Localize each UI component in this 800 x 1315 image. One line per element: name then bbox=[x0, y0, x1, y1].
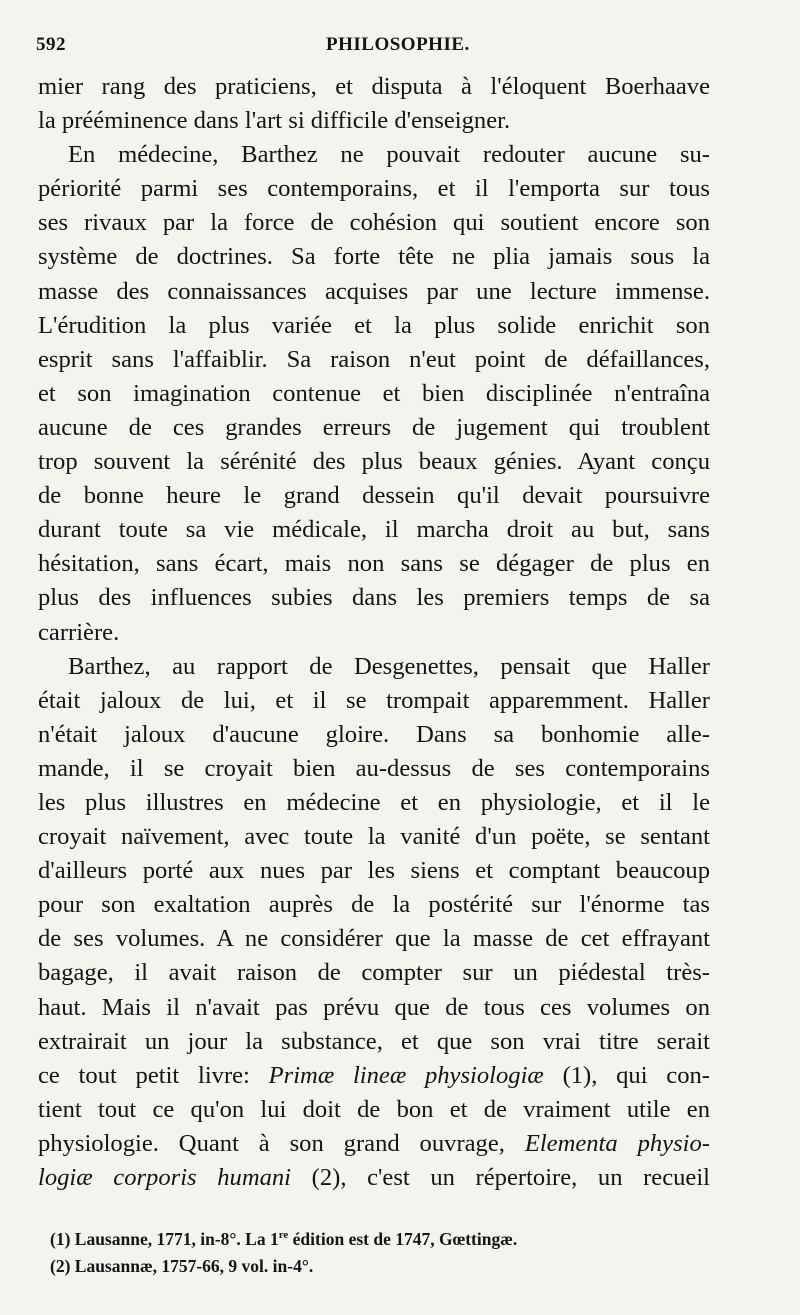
body-line-1: mier rang des praticiens, et disputa à l'éloquent Boerhaave bbox=[38, 73, 710, 100]
body-line-9: esprit sans l'affaiblir. Sa raison n'eut point de défaillances, bbox=[38, 345, 710, 373]
body-line-25: pour son exaltation auprès de la postérité sur l'énorme tas bbox=[38, 891, 710, 919]
running-head: PHILOSOPHIE. bbox=[326, 34, 470, 55]
footnote-1-text-end: édition est de 1747, Gœttingæ. bbox=[288, 1229, 518, 1249]
footnotes bbox=[50, 1226, 710, 1280]
page-header bbox=[36, 34, 764, 62]
footnote-1-text: (1) Lausanne, 1771, in-8°. La 1 bbox=[50, 1229, 279, 1249]
page-number: 592 bbox=[36, 34, 66, 55]
body-line-27: bagage, il avait raison de compter sur un piédestal très- bbox=[38, 959, 710, 987]
body-line-21: mande, il se croyait bien au-dessus de ses contemporains bbox=[38, 754, 710, 782]
body-line-20: n'était jaloux d'aucune gloire. Dans sa bonhomie alle- bbox=[38, 720, 710, 748]
footnote-1 bbox=[50, 1226, 710, 1253]
body-line-7: masse des connaissances acquises par une lecture immense. bbox=[38, 277, 710, 305]
line-30-text: ce tout petit livre: bbox=[38, 1061, 269, 1089]
body-line-18: Barthez, au rapport de Desgenettes, pensait que Haller bbox=[68, 652, 710, 680]
line-33-text: (2), c'est un répertoire, un recueil bbox=[291, 1164, 711, 1191]
body-line-2: la prééminence dans l'art si difficile d'enseigner. bbox=[38, 107, 511, 135]
body-line-31: tient tout ce qu'on lui doit de bon et de vraiment utile en bbox=[38, 1095, 710, 1123]
body-line-4: périorité parmi ses contemporains, et il l'emporta sur tous bbox=[38, 175, 710, 203]
book-title-primae: Primæ lineæ physiologiæ bbox=[268, 1061, 544, 1089]
body-line-22: les plus illustres en médecine et en physiologie, et il le bbox=[38, 788, 710, 816]
footnote-1-superscript: re bbox=[278, 1229, 289, 1242]
body-line-16: plus des influences subies dans les premiers temps de sa bbox=[38, 584, 710, 612]
body-line-15: hésitation, sans écart, mais non sans se dégager de plus en bbox=[38, 550, 710, 578]
body-line-19: était jaloux de lui, et il se trompait apparemment. Haller bbox=[38, 686, 710, 714]
body-line-30 bbox=[38, 1059, 710, 1093]
body-line-14: durant toute sa vie médicale, il marcha droit au but, sans bbox=[38, 516, 710, 544]
body-text bbox=[38, 70, 710, 1195]
body-line-8: L'érudition la plus variée et la plus solide enrichit son bbox=[38, 311, 710, 339]
footnote-2: (2) Lausannæ, 1757-66, 9 vol. in-4°. bbox=[50, 1256, 314, 1276]
book-title-elementa-part1: Elementa physio- bbox=[524, 1129, 710, 1157]
body-line-6: système de doctrines. Sa forte tête ne plia jamais sous la bbox=[38, 243, 710, 271]
body-line-26: de ses volumes. A ne considérer que la masse de cet effrayant bbox=[38, 925, 710, 953]
line-32-text: physiologie. Quant à son grand ouvrage, bbox=[38, 1129, 525, 1157]
body-line-3: En médecine, Barthez ne pouvait redouter aucune su- bbox=[68, 141, 710, 169]
body-line-12: trop souvent la sérénité des plus beaux génies. Ayant conçu bbox=[38, 448, 710, 476]
book-title-elementa-part2: logiæ corporis humani bbox=[38, 1164, 292, 1191]
body-line-23: croyait naïvement, avec toute la vanité d'un poëte, se sentant bbox=[38, 823, 710, 851]
body-line-32 bbox=[38, 1127, 710, 1161]
body-line-24: d'ailleurs porté aux nues par les siens et comptant beaucoup bbox=[38, 857, 710, 885]
body-line-33 bbox=[38, 1161, 710, 1195]
body-line-29: extrairait un jour la substance, et que son vrai titre serait bbox=[38, 1027, 710, 1055]
line-30-text-end: (1), qui con- bbox=[543, 1061, 710, 1089]
body-line-5: ses rivaux par la force de cohésion qui soutient encore son bbox=[38, 209, 710, 237]
body-line-11: aucune de ces grandes erreurs de jugement qui troublent bbox=[38, 413, 710, 441]
body-line-17: carrière. bbox=[38, 618, 120, 646]
body-line-13: de bonne heure le grand dessein qu'il devait poursuivre bbox=[38, 482, 710, 510]
body-lines bbox=[38, 70, 710, 1059]
body-line-10: et son imagination contenue et bien disciplinée n'entraîna bbox=[38, 379, 710, 407]
body-line-28: haut. Mais il n'avait pas prévu que de tous ces volumes on bbox=[38, 993, 710, 1021]
